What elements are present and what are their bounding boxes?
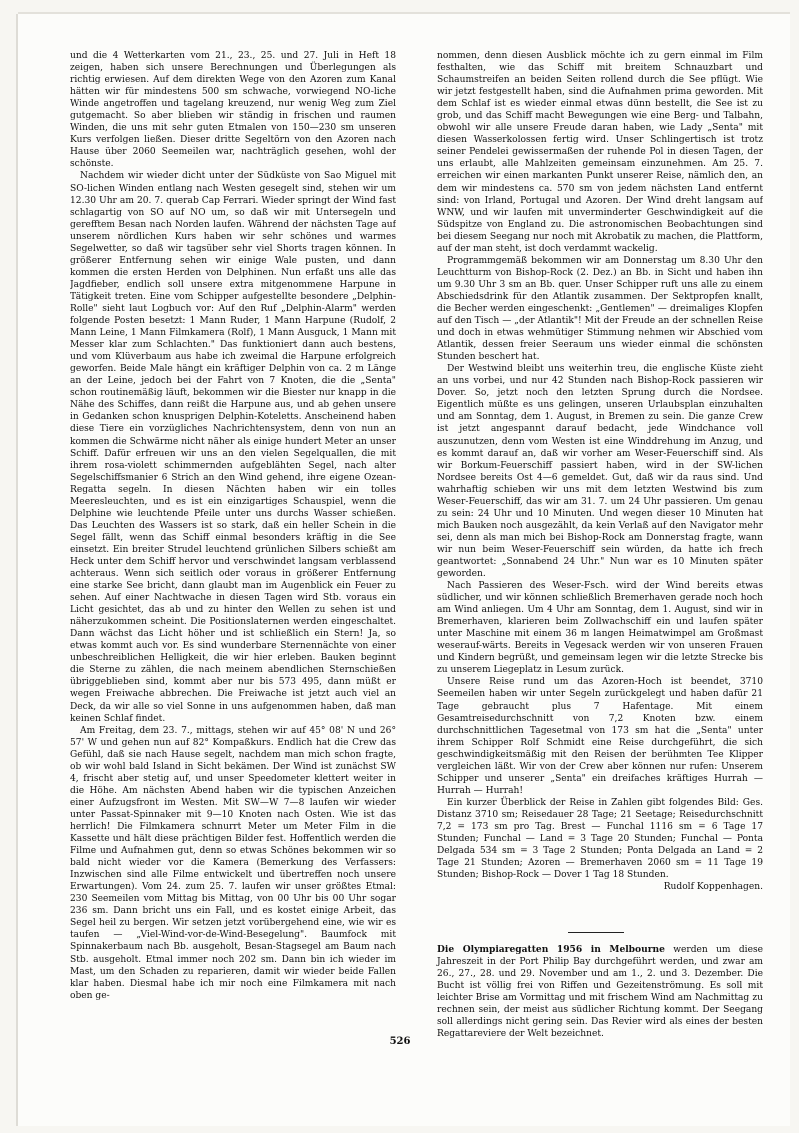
author-signature: Rudolf Koppenhagen. (663, 882, 763, 893)
paragraph: Programmgemäß bekommen wir am Donnerstag um 8.30 Uhr den Leuchtturm von Bishop-Rock (2. Dez.) an Bb. in Sicht und haben ihn um 9.30 Uhr 3 sm an Bb. quer. Unser Schipper ruft uns alle zu einem Abschiedsdrink für den Atlantik zusammen. Der Sektpropfen knallt, die Becher werden eingeschenkt: „Gentlemen" — dreimaliges Klopfen auf den Tisch — „der Atlantik"! Mit der Freude an der schnellen Reise und doch in etwas wehmütiger Stimmung nehmen wir Abschied vom Atlantik, dessen freier Seeraum uns wieder einmal die schönsten Stunden beschert hat. (437, 255, 763, 363)
paragraph: Nach Passieren des Weser-Fsch. wird der Wind bereits etwas südlicher, und wir können schließlich Bremerhaven gerade noch hoch am Wind anliegen. Um 4 Uhr am Sonntag, dem 1. August, sind wir in Bremerhaven, klarieren beim Zollwachschiff ein und laufen später unter Maschine mit einem 36 m langen Heimatwimpel am Großmast weserauf-wärts. Bereits in Vegesack werden wir von unseren Frauen und Kindern begrüßt, und gemeinsam legen wir die letzte Strecke bis zu unserem Liegeplatz in Lesum zurück. (437, 581, 763, 676)
news-text: werden um diese Jahreszeit in der Port Philip Bay durchgeführt werden, und zwar am 26., 27., 28. und 29. November und am 1., 2. und 3. Dezember. Die Bucht ist völlig frei von Riffen und Gezeitenströmung. Es soll mit leichter Brise am Vormittag und mit frischem Wind am Nachmittag zu rechnen sein, der meist aus südlicher Richtung kommt. Der Seegang soll allerdings nicht gering sein. Das Revier wird als eines der besten Regattareviere der Welt bezeichnet. (437, 945, 764, 1040)
paragraph: und die 4 Wetterkarten vom 21., 23., 25. und 27. Juli in Heft 18 zeigen, haben sich unsere Berechnungen und Überlegungen als richtig erwiesen. Auf dem direkten Wege von den Azoren zum Kanal hätten wir für mindestens 500 sm schwache, vorwiegend NO-liche Winde angetroffen und tagelang kreuzend, nur wenig Weg zum Ziel gutgemacht. So aber blieben wir ständig in frischen und raumen Winden, die uns mit sehr guten Etmalen von 150—230 sm unseren Kurs verfolgen ließen. Dieser dritte Segeltörn von den Azoren nach Hause über 2060 Seemeilen war, nachträglich gesehen, wohl der schönste. (70, 51, 396, 170)
article-left-column (70, 50, 396, 1030)
article-right-column (437, 50, 763, 940)
news-headline: Die Olympiaregatten 1956 in Melbourne (437, 944, 665, 955)
paragraph: Nachdem wir wieder dicht unter der Südküste von Sao Miguel mit SO-lichen Winden entlang nach Westen gesegelt sind, stehen wir um 12.30 Uhr am 20. 7. querab Cap Ferrari. Wieder springt der Wind fast schlagartig von SO auf NO um, so daß wir mit Untersegeln und gerefftem Besan nach Norden laufen. Während der nächsten Tage auf unserem nördlichen Kurs haben wir sehr schönes und warmes Segelwetter, so daß wir tagsüber sehr viel Shorts tragen können. In größerer Entfernung sehen wir einige Wale pusten, und dann kommen die ersten Herden von Delphinen. Nun erfaßt uns alle das Jagdfieber, endlich soll unsere extra mitgenommene Harpune in Tätigkeit treten. Eine vom Schipper aufgestellte besondere „Delphin-Rolle" sieht laut Logbuch vor: Auf den Ruf „Delphin-Alarm" werden folgende Posten besetzt: 1 Mann Ruder, 1 Mann Harpune (Rudolf, 2 Mann Leine, 1 Mann Filmkamera (Rolf), 1 Mann Ausguck, 1 Mann mit Messer klar zum Schlachten." Das funktioniert dann auch bestens, und vom Klüverbaum aus habe ich zweimal die Harpune erfolgreich geworfen. Beide Male hängt ein kräftiger Delphin von ca. 2 m Länge an der Leine, jedoch bei der Fahrt von 7 Knoten, die die „Senta" schon routinemäßig läuft, bekommen wir die Biester nur knapp in die Nähe des Schiffes, dann reißt die Harpune aus, und ab gehen unsere in Gedanken schon knusprigen Delphin-Koteletts. Anscheinend haben diese Tiere ein vorzügliches Nachrichtensystem, denn von nun an kommen die Schwärme nicht näher als einige hundert Meter an unser Schiff. Dafür erfreuen wir uns an den vielen Segelquallen, die mit ihrem rosa-violett schimmernden aufgeblähten Segel, nach alter Segelschiffsmanier 6 Strich an den Wind gehend, ihre eigene Ozean-Regatta segeln. In diesen Nächten haben wir ein tolles Meeresleuchten, und es ist ein einzigartiges Schauspiel, wenn die Delphine wie leuchtende Pfeile unter uns durchs Wasser schießen. Das Leuchten des Wassers ist so stark, daß ein heller Schein in die Segel fällt, wenn das Schiff einmal besonders kräftig in die See einsetzt. Ein breiter Strudel leuchtend grünlichen Silbers schießt am Heck unter dem Schiff hervor und verschwindet langsam verblassend achteraus. Wenn sich seitlich oder voraus in größerer Entfernung eine starke See bricht, dann glaubt man im Augenblick ein Feuer zu sehen. Auf einer Nachtwache in diesen Tagen wird Stb. voraus ein Licht gesichtet, das ab und zu hinter den Wellen zu sehen ist und näherzukommen scheint. Die Positionslaternen werden eingeschaltet. Dann wächst das Licht höher und ist schließlich ein Stern! Ja, so etwas kommt auch vor. Es sind wunderbare Sternennächte von einer unbeschreiblichen Helligkeit, die wir hier erleben. Bauken beginnt die Sterne zu zählen, die nach meinem abendlichen Sternschießen übriggeblieben sind, kommt aber nur bis 573 495, dann müßt er wegen Freiwache abbrechen. Die Freiwache ist jetzt auch viel an Deck, da wir alle so viel Sonne in uns aufgenommen haben, daß man keinen Schlaf findet. (70, 171, 396, 724)
paragraph: Ein kurzer Überblick der Reise in Zahlen gibt folgendes Bild: Ges. Distanz 3710 sm; Reisedauer 28 Tage; 21 Seetage; Reisedurchschnitt 7,2 = 173 sm pro Tag. Brest — Funchal 1116 sm = 6 Tage 17 Stunden; Funchal — Land = 3 Tage 20 Stunden; Funchal — Ponta Delgada 534 sm = 3 Tage 2 Stunden; Ponta Delgada an Land = 2 Tage 21 Stunden; Azoren — Bremerhaven 2060 sm = 11 Tage 19 Stunden; Bishop-Rock — Dover 1 Tag 18 Stunden. (437, 797, 763, 881)
paragraph: nommen, denn diesen Ausblick möchte ich zu gern einmal im Film festhalten, wie das Schiff mit breitem Schnauzbart und Schaumstreifen an beiden Seiten rollend durch die See pflügt. Wie wir jetzt festgestellt haben, sind die Aufnahmen prima geworden. Mit dem Schlaf ist es wieder einmal etwas dünn bestellt, die See ist zu grob, und das Schiff macht Bewegungen wie eine Berg- und Talbahn, obwohl wir alle unsere Freude daran haben, wie Lady „Senta" mit diesen Wasserkolossen fertig wird. Unser Schlingertisch ist trotz seiner Pendelei gewissermaßen der ruhende Pol in diesen Tagen, der uns erlaubt, alle Mahlzeiten gemeinsam einzunehmen. Am 25. 7. erreichen wir einen markanten Punkt unserer Reise, nämlich den, an dem wir mindestens ca. 570 sm von jedem nächsten Land entfernt sind: von Irland, Portugal und Azoren. Der Wind dreht langsam auf WNW, und wir laufen mit unverminderter Geschwindigkeit auf die Südspitze von England zu. Die astronomischen Beobachtungen sind bei diesem Seegang nur noch mit Akrobatik zu machen, die Plattform, auf der man steht, ist doch verdammt wackelig. (437, 51, 763, 254)
section-divider (568, 932, 624, 933)
paragraph: Unsere Reise rund um das Azoren-Hoch ist beendet, 3710 Seemeilen haben wir unter Segeln zurückgelegt und haben dafür 21 Tage gebraucht plus 7 Hafentage. Mit einem Gesamtreisedurchschnitt von 7,2 Knoten bzw. einem durchschnittlichen Tagesetmal von 173 sm hat die „Senta" unter ihrem Schipper Rolf Schmidt eine Reise durchgeführt, die sich geschwindigkeitsmäßig mit den Reisen der berühmten Tee Klipper vergleichen läßt. Wir von der Crew aber können nur rufen: Unserem Schipper und unserer „Senta" ein dreifaches kräftiges Hurrah — Hurrah — Hurrah! (437, 677, 763, 796)
page-number: 526 (389, 1036, 411, 1047)
paragraph: Der Westwind bleibt uns weiterhin treu, die englische Küste zieht an uns vorbei, und nur 42 Stunden nach Bishop-Rock passieren wir Dover. So, jetzt noch den letzten Sprung durch die Nordsee. Eigentlich müßte es uns gelingen, unseren Urlaubsplan einzuhalten und am Sonntag, dem 1. August, in Bremen zu sein. Die ganze Crew ist jetzt angespannt darauf bedacht, jede Windchance voll auszunutzen, denn vom Westen ist eine Winddrehung im Anzug, und es kommt darauf an, daß wir vorher am Weser-Feuerschiff sind. Als wir Borkum-Feuerschiff passiert haben, wird in der SW-lichen Nordsee bereits Ost 4—6 gemeldet. Gut, daß wir da raus sind. Und wahrhaftig schieben wir uns mit dem letzten Westwind bis zum Weser-Feuerschiff, das wir am 31. 7. um 24 Uhr passieren. Um genau zu sein: 24 Uhr und 10 Minuten. Und wegen dieser 10 Minuten hat mich Bauken noch ausgezählt, da kein Verlaß auf den Navigator mehr sei, denn als man mich bei Bishop-Rock am Donnerstag fragte, wann wir nun beim Weser-Feuerschiff sein würden, da hatte ich frech geantwortet: „Sonnabend 24 Uhr." Nun war es 10 Minuten später geworden. (437, 364, 763, 580)
news-item (437, 944, 763, 1040)
paragraph: Am Freitag, dem 23. 7., mittags, stehen wir auf 45° 08' N und 26° 57' W und gehen nun auf 82° Kompaßkurs. Endlich hat die Crew das Gefühl, daß sie nach Hause segelt, nachdem man mich schon fragte, ob wir wohl bald Island in Sicht bekämen. Der Wind ist zunächst SW 4, frischt aber stetig auf, und unser Speedometer klettert weiter in die Höhe. Am nächsten Abend haben wir die typischen Anzeichen einer Aufzugsfront im Westen. Mit SW—W 7—8 laufen wir wieder unter Passat-Spinnaker mit 9—10 Knoten nach Osten. Wie ist das herrlich! Die Filmkamera schnurrt Meter um Meter Film in die Kassette und hält diese prächtigen Bilder fest. Hoffentlich werden die Filme und Aufnahmen gut, denn so etwas Schönes bekommen wir so bald nicht wieder vor die Kamera (Bemerkung des Verfassers: Inzwischen sind alle Filme entwickelt und übertreffen noch unsere Erwartungen). Vom 24. zum 25. 7. laufen wir unser größtes Etmal: 230 Seemeilen vom Mittag bis Mittag, von 00 Uhr bis 00 Uhr sogar 236 sm. Dann bricht uns ein Fall, und es kostet einige Arbeit, das Segel heil zu bergen. Wir setzen jetzt vorübergehend eine, wie wir es taufen — „Viel-Wind-vor-de-Wind-Besegelung". Baumfock mit Spinnakerbaum nach Bb. ausgeholt, Besan-Stagsegel am Baum nach Stb. ausgeholt. Etmal immer noch 202 sm. Dann bin ich wieder im Mast, um den Schaden zu reparieren, damit wir wieder beide Fallen klar haben. Diesmal habe ich mir noch eine Filmkamera mit nach oben ge- (70, 725, 396, 1001)
